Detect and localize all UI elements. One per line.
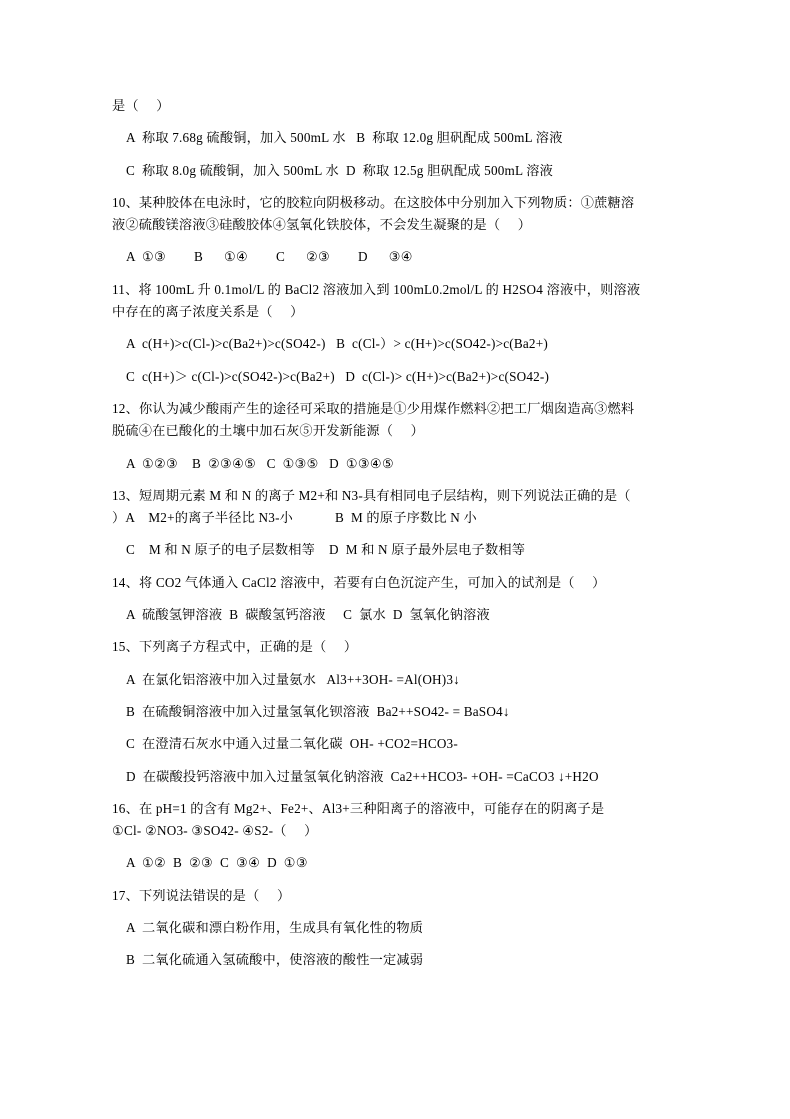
question-text-line: 16、在 pH=1 的含有 Mg2+、Fe2+、Al3+三种阳离子的溶液中，可能存在的阴离子是 [112, 800, 605, 816]
answer-option-line: D 在碳酸投钙溶液中加入过量氢氧化钠溶液 Ca2++HCO3- +OH- =CaCO3 ↓+H2O [126, 768, 599, 784]
answer-option-line: C 称取 8.0g 硫酸铜，加入 500mL 水 D 称取 12.5g 胆矾配成 500mL 溶液 [126, 162, 554, 178]
question-text-line: 是（ ） [112, 98, 170, 113]
question-text-line: 10、某种胶体在电泳时，它的胶粒向阴极移动。在这胶体中分别加入下列物质：①蔗糖溶 [112, 194, 635, 210]
question-text-line: 液②硫酸镁溶液③硅酸胶体④氢氧化铁胶体，不会发生凝聚的是（ ） [112, 217, 532, 233]
answer-option-line: A c(H+)>c(Cl-)>c(Ba2+)>c(SO42-) B c(Cl-）> c(H+)>c(SO42-)>c(Ba2+) [126, 336, 548, 352]
answer-option-line: A 二氧化碳和漂白粉作用，生成具有氧化性的物质 [126, 920, 424, 936]
answer-option-line: B 二氧化硫通入氢硫酸中，使溶液的酸性一定减弱 [126, 952, 424, 968]
question-text-line: 17、下列说法错误的是（ ） [112, 887, 291, 903]
question-text-line: 脱硫④在已酸化的土壤中加石灰⑤开发新能源（ ） [112, 423, 425, 439]
answer-option-line: A ①③ B ①④ C ②③ D ③④ [126, 249, 413, 265]
question-text-line: 中存在的离子浓度关系是（ ） [112, 304, 304, 320]
question-text-line: ①Cl- ②NO3- ③SO42- ④S2-（ ） [112, 823, 318, 839]
answer-option-line: B 在硫酸铜溶液中加入过量氢氧化钡溶液 Ba2++SO42- = BaSO4↓ [126, 703, 510, 719]
answer-option-line: A ①②③ B ②③④⑤ C ①③⑤ D ①③④⑤ [126, 455, 394, 471]
answer-option-line: C M 和 N 原子的电子层数相等 D M 和 N 原子最外层电子数相等 [126, 542, 526, 558]
answer-option-line: A 在氯化铝溶液中加入过量氨水 Al3++3OH- =Al(OH)3↓ [126, 671, 460, 687]
answer-option-line: A 硫酸氢钾溶液 B 碳酸氢钙溶液 C 氯水 D 氢氧化钠溶液 [126, 607, 490, 623]
answer-option-line: A 称取 7.68g 硫酸铜，加入 500mL 水 B 称取 12.0g 胆矾配成 500mL 溶液 [126, 130, 563, 146]
answer-option-line: C c(H+)＞ c(Cl-)>c(SO42-)>c(Ba2+) D c(Cl-)> c(H+)>c(Ba2+)>c(SO42-) [126, 368, 550, 384]
question-text-line: 12、你认为减少酸雨产生的途径可采取的措施是①少用煤作燃料②把工厂烟囱造高③燃料 [112, 400, 635, 416]
question-text-line: 11、将 100mL 升 0.1mol/L 的 BaCl2 溶液加入到 100mL0.2mol/L 的 H2SO4 溶液中，则溶液 [112, 281, 641, 297]
question-text-line: 13、短周期元素 M 和 N 的离子 M2+和 N3-具有相同电子层结构，则下列说法正确的是（ [112, 487, 631, 503]
question-text-line: 14、将 CO2 气体通入 CaCl2 溶液中，若要有白色沉淀产生，可加入的试剂是（ ） [112, 574, 606, 590]
question-text-line: 15、下列离子方程式中，正确的是（ ） [112, 639, 358, 655]
answer-option-line: A ①② B ②③ C ③④ D ①③ [126, 855, 308, 871]
question-text-line: ）A M2+的离子半径比 N3-小 B M 的原子序数比 N 小 [112, 510, 477, 526]
answer-option-line: C 在澄清石灰水中通入过量二氧化碳 OH- +CO2=HCO3- [126, 736, 458, 752]
